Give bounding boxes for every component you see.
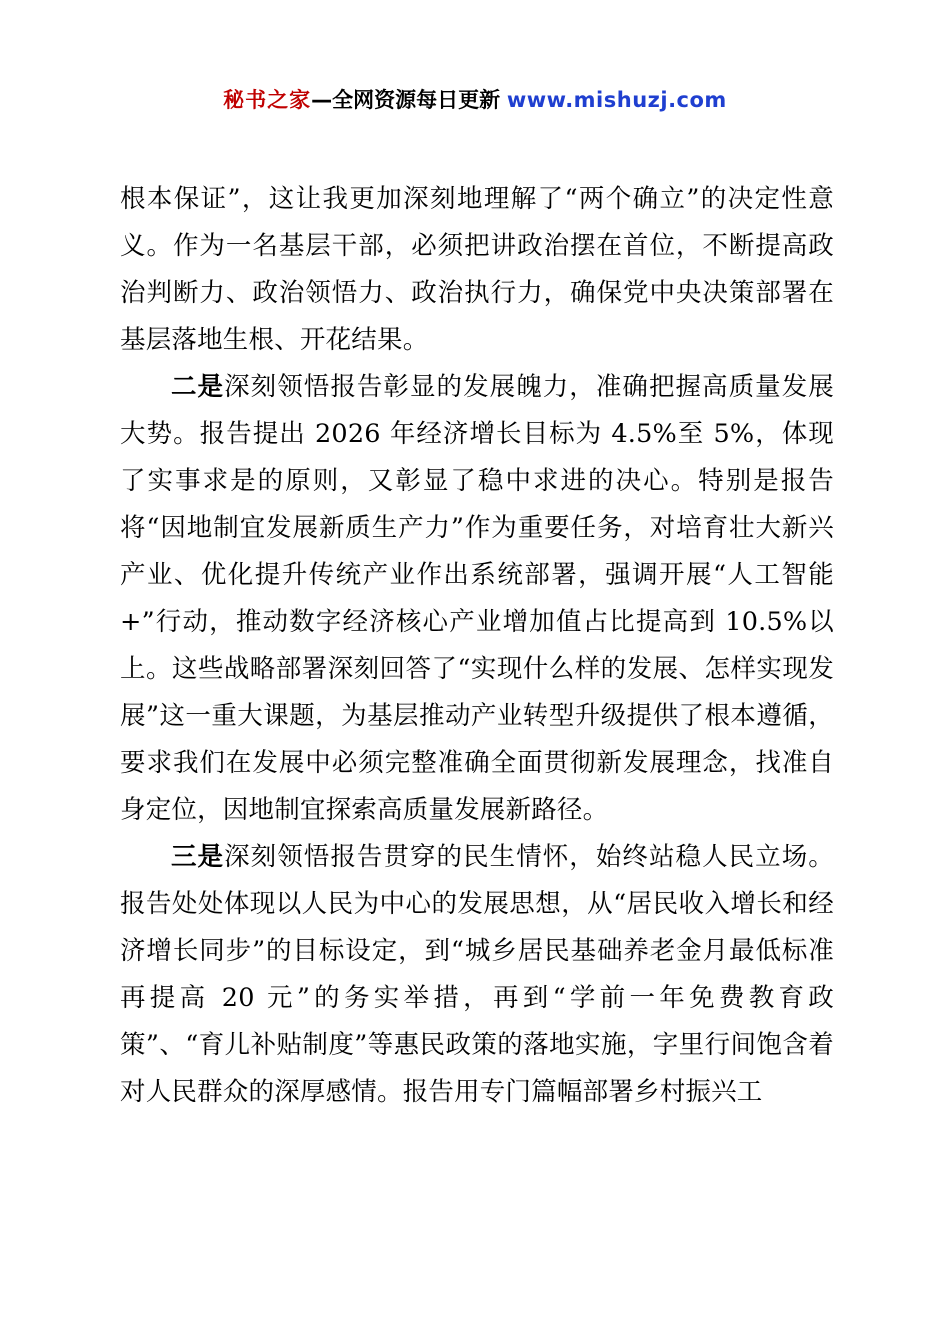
paragraph-text: 深刻领悟报告贯穿的民生情怀，始终站稳人民立场。报告处处体现以人民为中心的发展思想，从“居民收入增长和经济增长同步”的目标设定，到“城乡居民基础养老金月最低标准再提高 20 元”的务实举措，再到“学前一年免费教育政策”、“育儿补贴制度”等惠民政策的落地实施，字里行间饱含着对人民群众的深厚感情。报告用专门篇幅部署乡村振兴工	[120, 842, 834, 1107]
paragraph-lead: 三是	[171, 842, 225, 872]
paragraph	[120, 834, 834, 1116]
site-url[interactable]: www.mishuzj.com	[506, 88, 727, 112]
site-tagline: —全网资源每日更新	[311, 88, 501, 112]
paragraph	[120, 364, 834, 834]
paragraph-text: 深刻领悟报告彰显的发展魄力，准确把握高质量发展大势。报告提出 2026 年经济增长目标为 4.5%至 5%，体现了实事求是的原则，又彰显了稳中求进的决心。特别是报告将“因地制宜发展新质生产力”作为重要任务，对培育壮大新兴产业、优化提升传统产业作出系统部署，强调开展“人工智能+”行动，推动数字经济核心产业增加值占比提高到 10.5%以上。这些战略部署深刻回答了“实现什么样的发展、怎样实现发展”这一重大课题，为基层推动产业转型升级提供了根本遵循，要求我们在发展中必须完整准确全面贯彻新发展理念，找准自身定位，因地制宜探索高质量发展新路径。	[120, 372, 834, 825]
paragraph	[120, 176, 834, 364]
site-brand: 秘书之家	[223, 88, 312, 112]
site-header	[0, 88, 950, 113]
document-body	[120, 176, 834, 1116]
paragraph-lead: 二是	[171, 372, 225, 402]
paragraph-text: 根本保证”，这让我更加深刻地理解了“两个确立”的决定性意义。作为一名基层干部，必须把讲政治摆在首位，不断提高政治判断力、政治领悟力、政治执行力，确保党中央决策部署在基层落地生根、开花结果。	[120, 184, 834, 355]
